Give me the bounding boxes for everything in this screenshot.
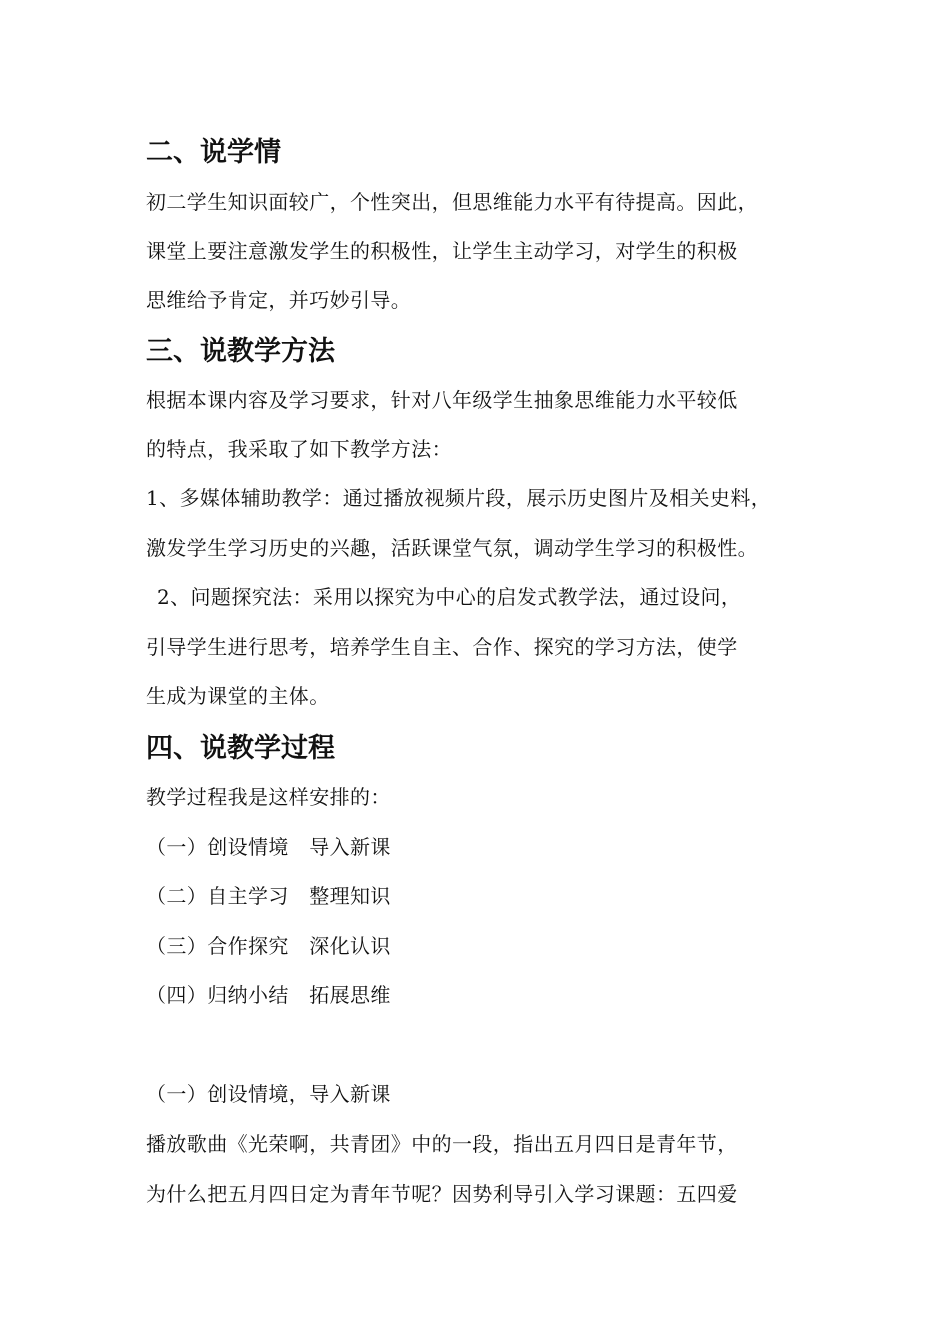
heading-teaching-methods: 三、说教学方法	[146, 336, 335, 367]
list-item: （二）自主学习 整理知识	[146, 884, 391, 908]
sub-heading: （一）创设情境，导入新课	[146, 1082, 391, 1106]
heading-teaching-process: 四、说教学过程	[146, 733, 335, 764]
paragraph-line: 课堂上要注意激发学生的积极性，让学生主动学习，对学生的积极	[146, 239, 738, 263]
list-item: （一）创设情境 导入新课	[146, 835, 391, 859]
paragraph-line: 2、问题探究法：采用以探究为中心的启发式教学法，通过设问，	[157, 585, 742, 609]
paragraph-line: 思维给予肯定，并巧妙引导。	[146, 288, 412, 312]
paragraph-line: 根据本课内容及学习要求，针对八年级学生抽象思维能力水平较低	[146, 388, 738, 412]
list-item: （三）合作探究 深化认识	[146, 934, 391, 958]
paragraph-line: 激发学生学习历史的兴趣，活跃课堂气氛，调动学生学习的积极性。	[146, 536, 758, 560]
paragraph-line: 播放歌曲《光荣啊，共青团》中的一段，指出五月四日是青年节，	[146, 1132, 738, 1156]
paragraph-line: 教学过程我是这样安排的：	[146, 785, 391, 809]
list-item: （四）归纳小结 拓展思维	[146, 983, 391, 1007]
paragraph-line: 为什么把五月四日定为青年节呢？因势利导引入学习课题：五四爱	[146, 1182, 738, 1206]
heading-student-analysis: 二、说学情	[146, 137, 281, 168]
paragraph-line: 生成为课堂的主体。	[146, 684, 330, 708]
paragraph-line: 初二学生知识面较广，个性突出，但思维能力水平有待提高。因此，	[146, 190, 758, 214]
paragraph-line: 的特点，我采取了如下教学方法：	[146, 437, 452, 461]
paragraph-line: 引导学生进行思考，培养学生自主、合作、探究的学习方法，使学	[146, 635, 738, 659]
paragraph-line: 1、多媒体辅助教学：通过播放视频片段，展示历史图片及相关史料，	[146, 486, 772, 510]
